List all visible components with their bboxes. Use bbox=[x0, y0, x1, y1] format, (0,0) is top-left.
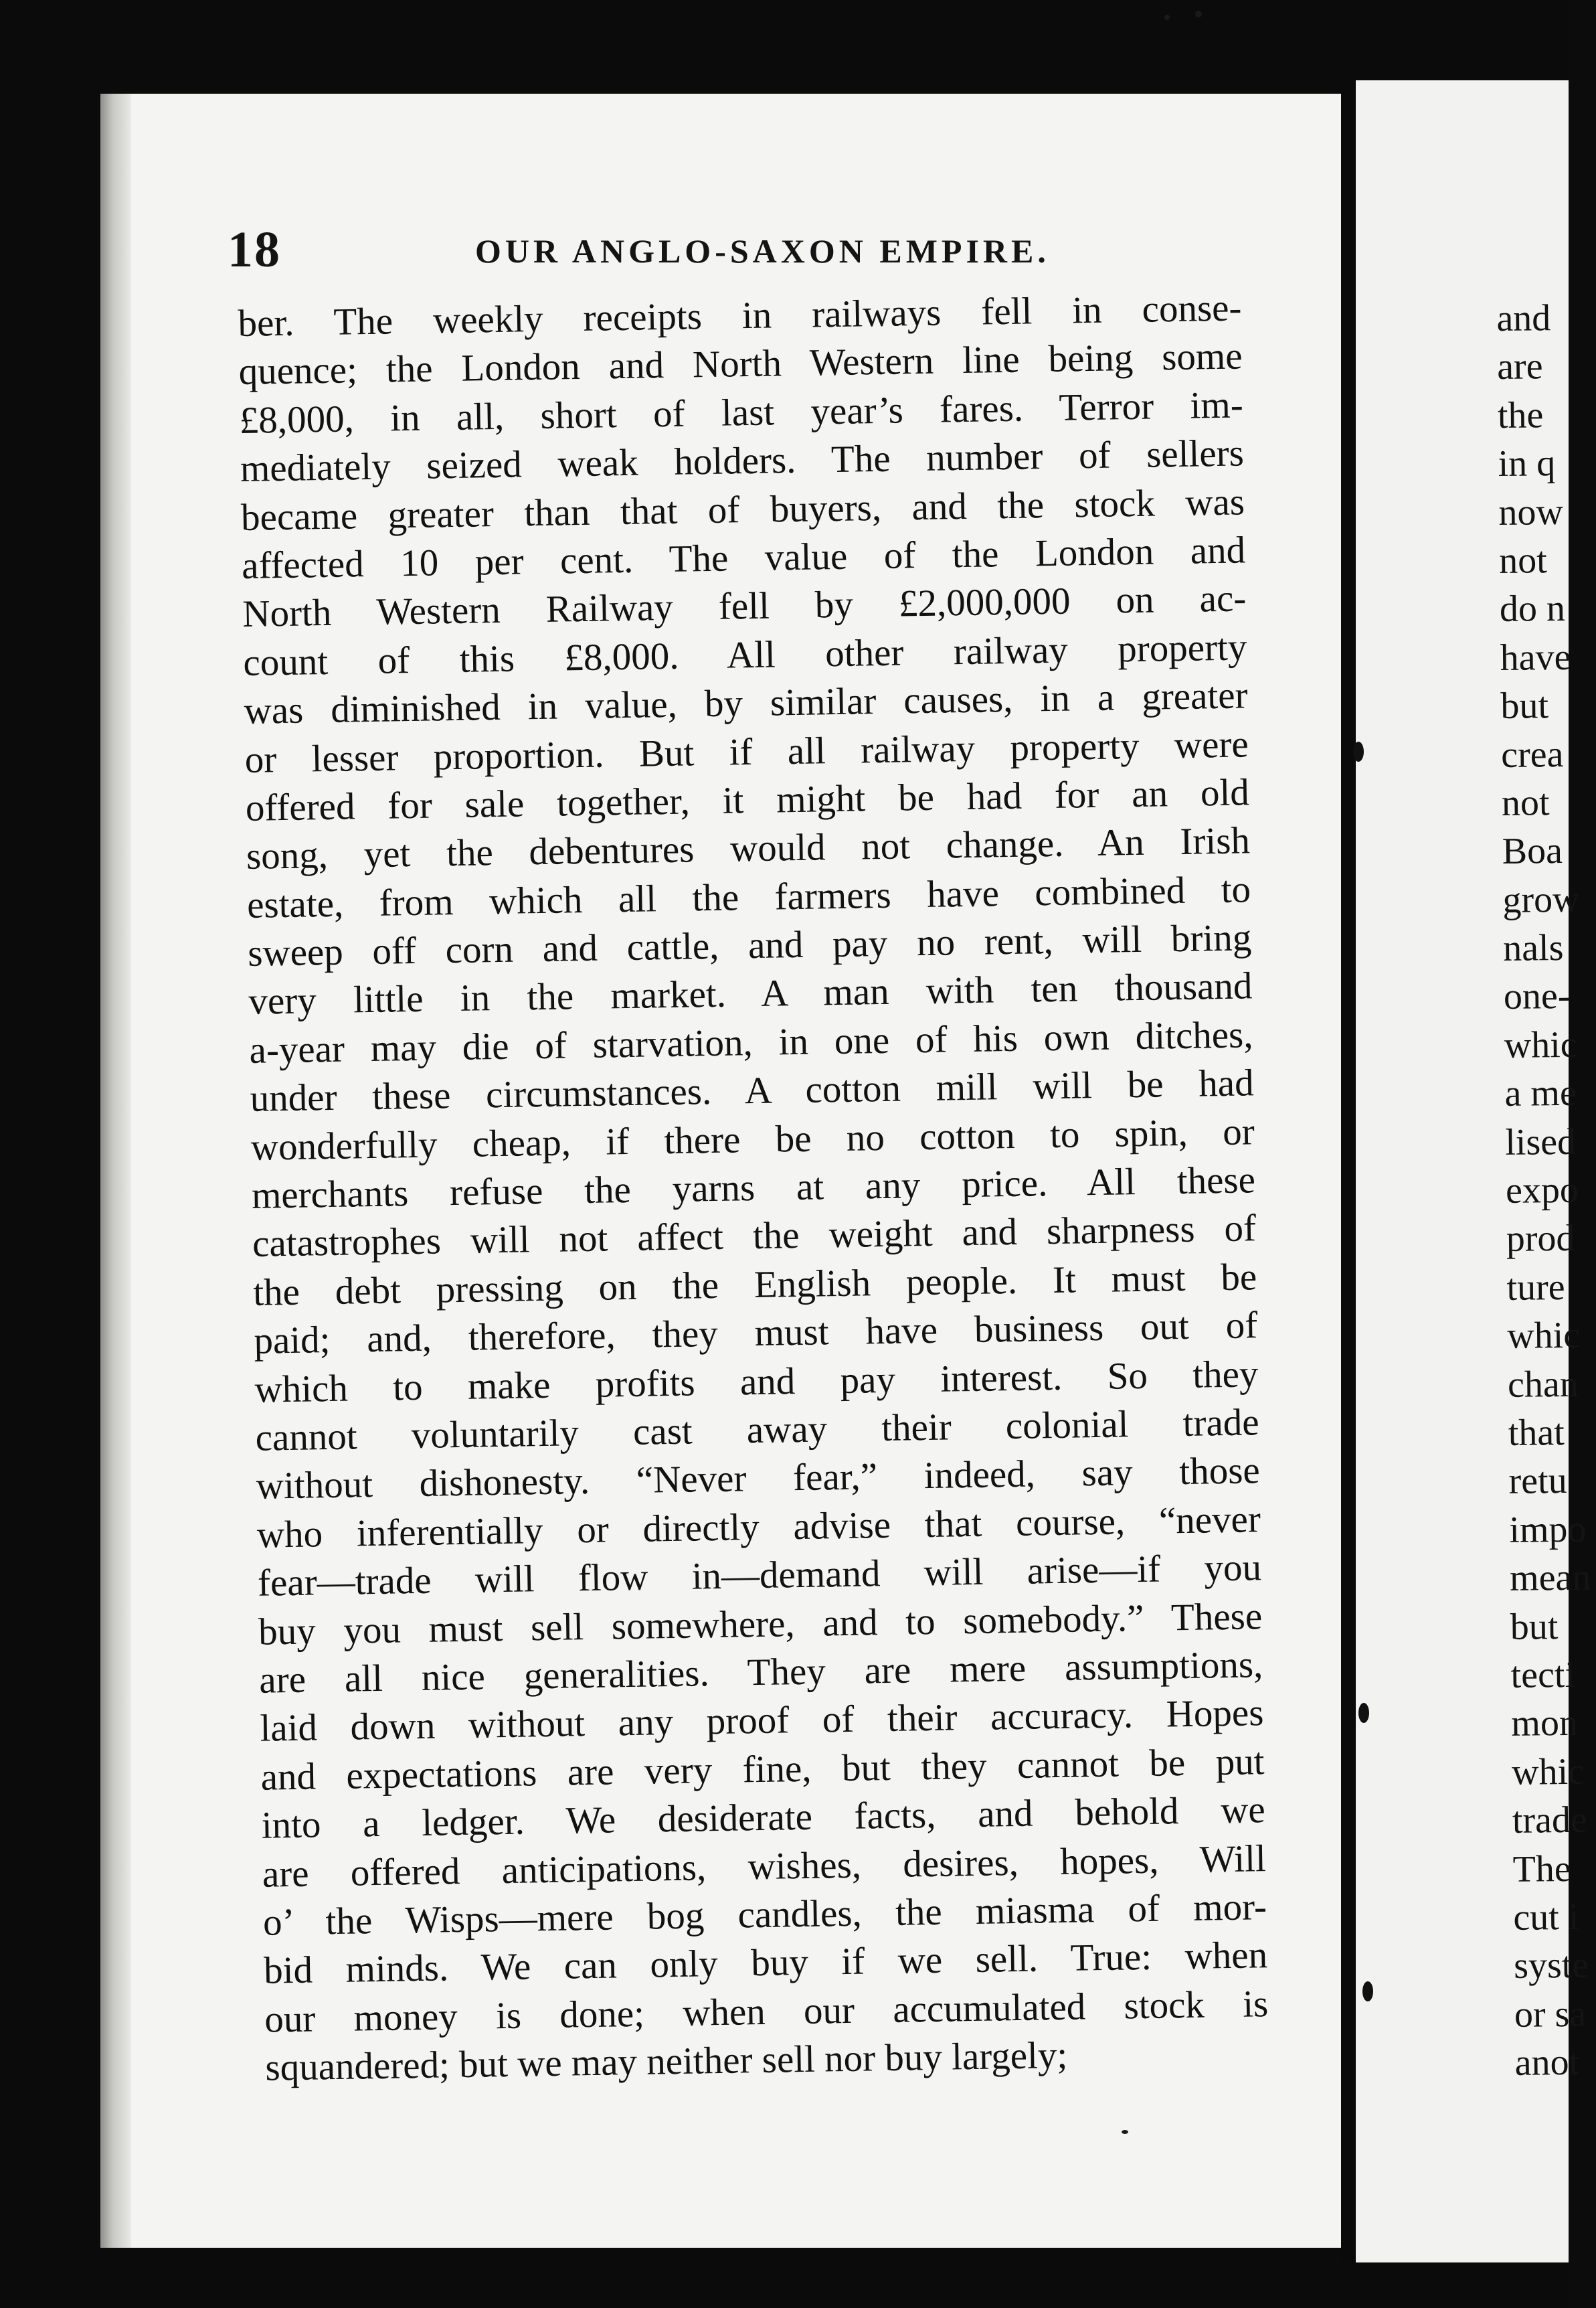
text-line: a-year may die of starvation, in one of his own ditches, bbox=[249, 1013, 1253, 1072]
text-line: o’ the Wisps—mere bog candles, the miasma of mor- bbox=[262, 1886, 1267, 1944]
text-line: affected 10 per cent. The value of the London and bbox=[241, 529, 1246, 587]
right-page-line-fragment: Boa bbox=[1502, 830, 1563, 873]
right-page-line-fragment: have bbox=[1500, 636, 1571, 679]
right-page-line-fragment: a me bbox=[1504, 1072, 1577, 1115]
text-line: count of this £8,000. All other railway property bbox=[243, 626, 1247, 684]
page-header bbox=[228, 221, 1325, 288]
right-page-line-fragment: impo bbox=[1509, 1508, 1587, 1551]
text-line: became greater than that of buyers, and the stock was bbox=[240, 480, 1245, 539]
right-page-line-fragment: the bbox=[1497, 394, 1544, 436]
text-line: paid; and, therefore, they must have business out of bbox=[253, 1304, 1258, 1363]
right-page-line-fragment: cut i bbox=[1513, 1896, 1579, 1939]
right-page-line-fragment: crea bbox=[1500, 733, 1564, 776]
right-page-line-fragment: do n bbox=[1499, 588, 1566, 631]
text-line: £8,000, in all, short of last year’s fares. Terror im- bbox=[239, 384, 1244, 442]
right-page-line-fragment: whic bbox=[1511, 1750, 1585, 1793]
right-page-line-fragment: The bbox=[1512, 1847, 1572, 1890]
scan-speck bbox=[1195, 11, 1202, 17]
right-page-line-fragment: tecti bbox=[1510, 1653, 1576, 1696]
text-line: and expectations are very fine, but they cannot be put bbox=[260, 1740, 1265, 1799]
right-page-line-fragment: one- bbox=[1503, 975, 1571, 1018]
text-line: catastrophes will not affect the weight and sharpness of bbox=[252, 1207, 1257, 1266]
text-line: North Western Railway fell by £2,000,000 on ac- bbox=[242, 577, 1247, 636]
right-page-line-fragment: syste bbox=[1513, 1944, 1589, 1987]
text-line: sweep off corn and cattle, and pay no rent, will bring bbox=[247, 916, 1252, 975]
right-page-line-fragment: but bbox=[1500, 685, 1549, 728]
text-line: are offered anticipations, wishes, desires, hopes, Will bbox=[262, 1837, 1267, 1896]
right-page-line-fragment: lised bbox=[1504, 1121, 1577, 1163]
right-page-line-fragment: and bbox=[1496, 297, 1551, 339]
text-line: was diminished in value, by similar causes, in a greater bbox=[244, 674, 1248, 733]
text-line: quence; the London and North Western line being some bbox=[238, 335, 1243, 394]
right-page-line-fragment: but bbox=[1510, 1605, 1559, 1648]
text-line: merchants refuse the yarns at any price. All these bbox=[251, 1159, 1256, 1217]
right-page-line-fragment: nals bbox=[1502, 927, 1564, 970]
text-line: offered for sale together, it might be had for an old bbox=[245, 771, 1250, 829]
right-page-line-fragment: or sa bbox=[1514, 1993, 1587, 2036]
text-line: mediately seized weak holders. The number of sellers bbox=[240, 432, 1245, 491]
right-page-line-fragment: mean bbox=[1509, 1556, 1591, 1600]
right-page-line-fragment: not bbox=[1501, 782, 1550, 824]
right-page-line-fragment: grow bbox=[1502, 878, 1580, 921]
body-text bbox=[238, 284, 1269, 2092]
text-line: buy you must sell somewhere, and to somebody.” These bbox=[258, 1594, 1263, 1653]
right-page-line-fragment: trade bbox=[1512, 1799, 1588, 1841]
right-page-line-fragment: whic bbox=[1504, 1023, 1577, 1066]
text-line: ber. The weekly receipts in railways fell in conse- bbox=[238, 286, 1242, 345]
text-line: under these circumstances. A cotton mill will be had bbox=[250, 1062, 1255, 1121]
binding-stitch-mark bbox=[1353, 742, 1364, 762]
right-page-line-fragment: retu bbox=[1508, 1460, 1567, 1503]
text-line: squandered; but we may neither sell nor buy largely; bbox=[264, 2034, 1068, 2089]
right-page-line-fragment: prod bbox=[1506, 1218, 1575, 1260]
book-gutter bbox=[1341, 80, 1356, 2262]
text-line: or lesser proportion. But if all railway property were bbox=[244, 722, 1249, 781]
binding-stitch-mark bbox=[1362, 1981, 1373, 2001]
right-page-line-fragment: mon bbox=[1511, 1702, 1579, 1745]
scan-speck bbox=[1122, 2130, 1128, 2134]
right-page-line-fragment: are bbox=[1496, 345, 1543, 388]
right-page-line-fragment: now bbox=[1498, 491, 1564, 533]
text-line: bid minds. We can only buy if we sell. True: when bbox=[263, 1934, 1268, 1992]
scan-speck bbox=[1164, 15, 1170, 20]
text-line: wonderfully cheap, if there be no cotton to spin, or bbox=[250, 1110, 1255, 1169]
text-line: without dishonesty. “Never fear,” indeed, say those bbox=[256, 1449, 1261, 1508]
right-page-line-fragment: expo bbox=[1505, 1169, 1579, 1212]
right-page-line-fragment: that bbox=[1508, 1412, 1565, 1454]
text-line: who inferentially or directly advise that course, “never bbox=[256, 1497, 1261, 1556]
binding-stitch-mark bbox=[1358, 1703, 1369, 1723]
page-number: 18 bbox=[228, 222, 281, 278]
text-line: cannot voluntarily cast away their colonial trade bbox=[255, 1401, 1260, 1459]
right-page-line-fragment: whic bbox=[1506, 1314, 1581, 1357]
right-page-line-fragment: not bbox=[1498, 540, 1548, 582]
text-line: the debt pressing on the English people. It must be bbox=[252, 1256, 1257, 1314]
text-line: estate, from which all the farmers have combined to bbox=[246, 868, 1251, 926]
text-line: fear—trade will flow in—demand will arise—if you bbox=[257, 1546, 1262, 1604]
right-page-line-fragment: chan bbox=[1507, 1363, 1579, 1406]
page-edge-shadow bbox=[100, 94, 131, 2248]
text-line: song, yet the debentures would not change. An Irish bbox=[246, 819, 1251, 878]
right-page-line-fragment: anot bbox=[1514, 2041, 1580, 2084]
text-line: laid down without any proof of their accuracy. Hopes bbox=[260, 1692, 1264, 1750]
text-line: are all nice generalities. They are mere assumptions, bbox=[258, 1643, 1263, 1702]
text-line: our money is done; when our accumulated stock is bbox=[264, 1982, 1269, 2041]
right-page-line-fragment: ture bbox=[1506, 1266, 1565, 1309]
right-page-line-fragment: in q bbox=[1498, 442, 1556, 485]
text-line: which to make profits and pay interest. So they bbox=[254, 1352, 1259, 1411]
text-line: into a ledger. We desiderate facts, and behold we bbox=[261, 1789, 1266, 1847]
text-line: very little in the market. A man with ten thousand bbox=[248, 965, 1253, 1023]
running-title: OUR ANGLO-SAXON EMPIRE. bbox=[475, 232, 1050, 270]
